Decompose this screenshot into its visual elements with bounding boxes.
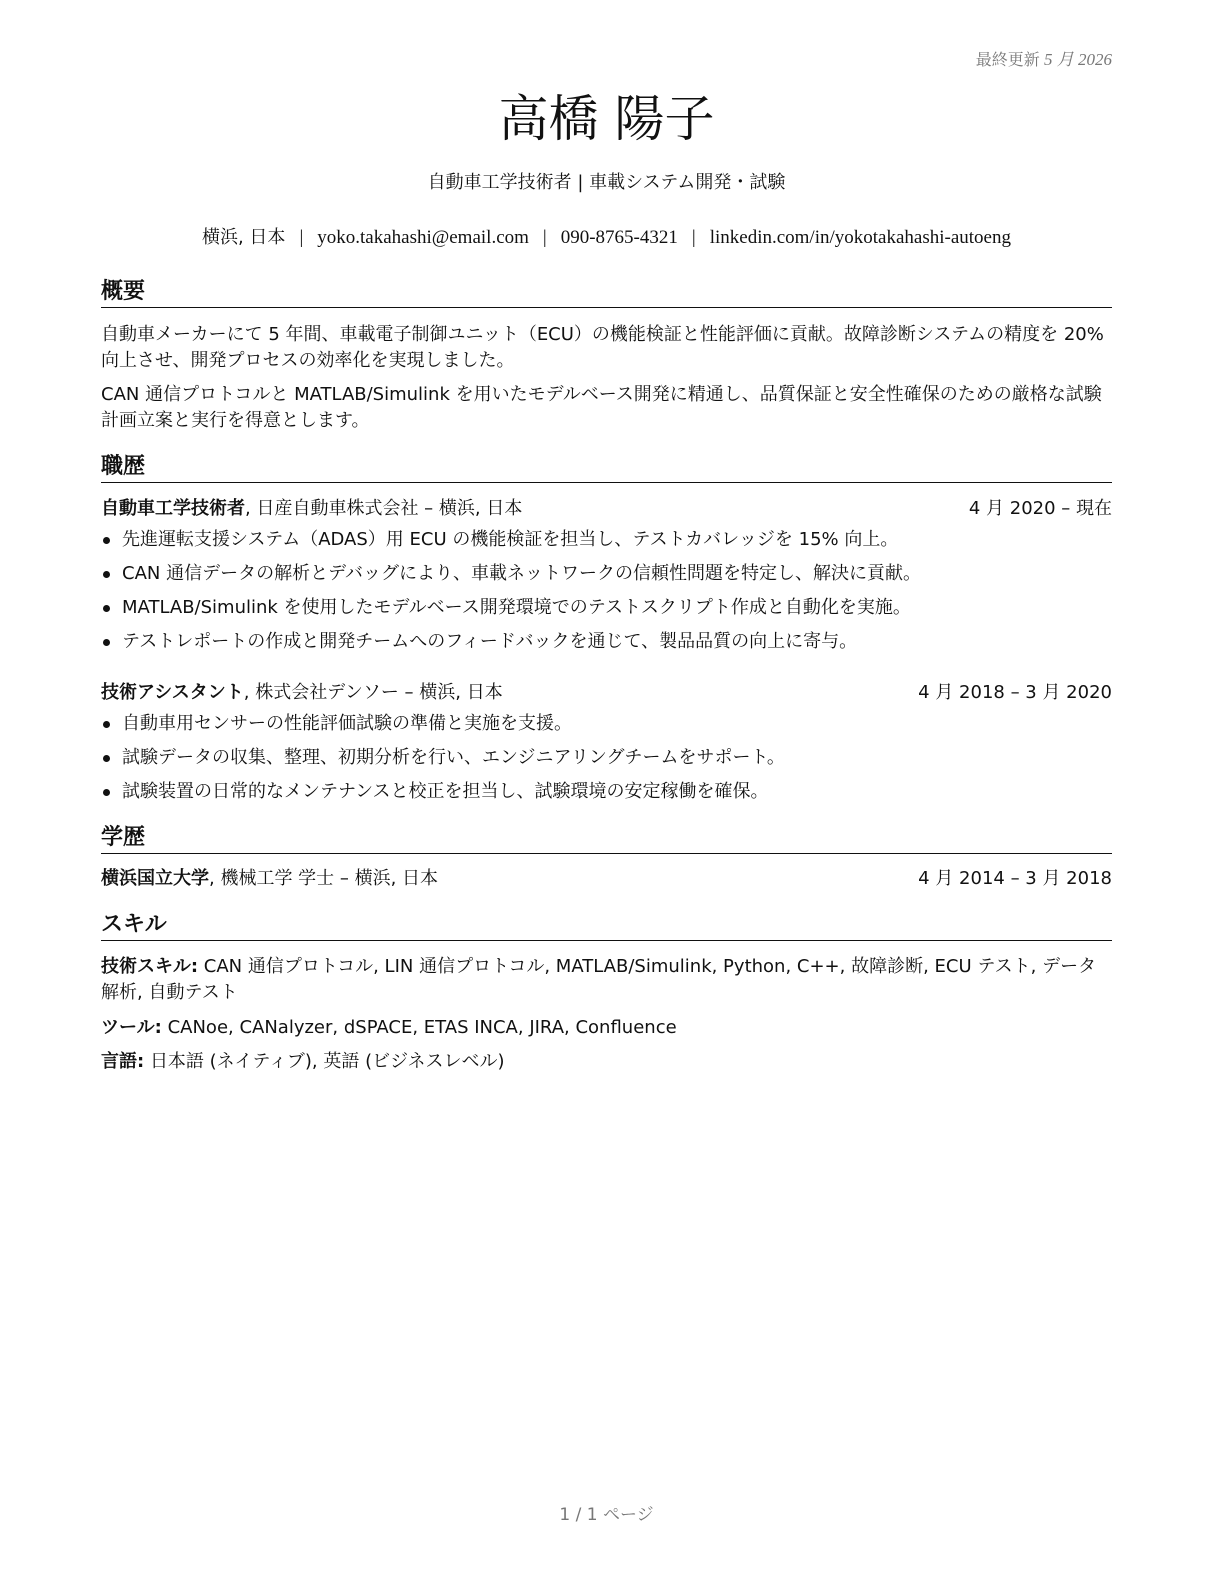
list-item: MATLAB/Simulink を使用したモデルベース開発環境でのテストスクリプト作成と自動化を実施。	[101, 591, 1112, 625]
skills-technical	[101, 954, 1112, 1006]
list-item: 試験装置の日常的なメンテナンスと校正を担当し、試験環境の安定稼働を確保。	[101, 775, 1112, 809]
contact-separator: |	[542, 227, 547, 248]
summary-section	[101, 278, 1112, 434]
skills-tools	[101, 1015, 1112, 1041]
skills-technical-label: 技術スキル:	[101, 956, 199, 977]
skills-tools-value: CANoe, CANalyzer, dSPACE, ETAS INCA, JIRA, Confluence	[167, 1017, 677, 1038]
job-role: 技術アシスタント	[101, 682, 244, 703]
skills-technical-value: CAN 通信プロトコル, LIN 通信プロトコル, MATLAB/Simulink, Python, C++, 故障診断, ECU テスト, データ解析, 自動テスト	[101, 956, 1097, 1003]
education-detail: , 機械工学 学士 – 横浜, 日本	[209, 868, 439, 889]
job-header	[101, 680, 1112, 706]
education-section	[101, 824, 1112, 892]
summary-title: 概要	[101, 278, 1112, 308]
job-dates: 4 月 2018 – 3 月 2020	[918, 682, 1112, 703]
candidate-name: 高橋 陽子	[498, 90, 715, 148]
job-org: , 株式会社デンソー – 横浜, 日本	[243, 682, 503, 703]
education-entry	[101, 866, 1112, 892]
education-school: 横浜国立大学	[101, 868, 209, 889]
job-dates: 4 月 2020 – 現在	[968, 498, 1112, 519]
contact-line	[101, 225, 1112, 251]
contact-phone: 090-8765-4321	[560, 227, 678, 248]
list-item: テストレポートの作成と開発チームへのフィードバックを通じて、製品品質の向上に寄与。	[101, 625, 1112, 659]
job-bullets	[101, 707, 1112, 809]
skills-tools-label: ツール:	[101, 1017, 162, 1038]
job-role: 自動車工学技術者	[101, 498, 245, 519]
skills-languages-value: 日本語 (ネイティブ), 英語 (ビジネスレベル)	[149, 1051, 505, 1072]
experience-title: 職歴	[101, 453, 1112, 483]
job-header	[101, 496, 1112, 522]
summary-paragraph-1: 自動車メーカーにて 5 年間、車載電子制御ユニット（ECU）の機能検証と性能評価に貢献。故障診断システムの精度を 20% 向上させ、開発プロセスの効率化を実現しました。	[101, 324, 1104, 371]
last-updated-prefix: 最終更新	[975, 50, 1040, 69]
skills-section	[101, 911, 1112, 1075]
contact-linkedin[interactable]: linkedin.com/in/yokotakahashi-autoeng	[709, 227, 1011, 248]
contact-separator: |	[299, 227, 304, 248]
skills-languages-label: 言語:	[101, 1051, 145, 1072]
job-entry	[101, 680, 1112, 809]
list-item: CAN 通信データの解析とデバッグにより、車載ネットワークの信頼性問題を特定し、解決に貢献。	[101, 557, 1112, 591]
summary-paragraph-2: CAN 通信プロトコルと MATLAB/Simulink を用いたモデルベース開発に精通し、品質保証と安全性確保のための厳格な試験計画立案と実行を得意とします。	[101, 384, 1102, 431]
contact-separator: |	[691, 227, 696, 248]
contact-location: 横浜, 日本	[201, 227, 286, 248]
skills-languages	[101, 1049, 1112, 1075]
contact-email[interactable]: yoko.takahashi@email.com	[317, 227, 529, 248]
list-item: 試験データの収集、整理、初期分析を行い、エンジニアリングチームをサポート。	[101, 741, 1112, 775]
job-org: , 日産自動車株式会社 – 横浜, 日本	[245, 498, 523, 519]
job-entry	[101, 496, 1112, 659]
education-title: 学歴	[101, 824, 1112, 854]
last-updated	[976, 45, 1112, 70]
resume-page	[101, 0, 1112, 1584]
last-updated-value: 5 月 2026	[1044, 50, 1112, 69]
page-indicator: 1 / 1 ページ	[559, 1505, 654, 1525]
job-bullets	[101, 523, 1112, 659]
list-item: 自動車用センサーの性能評価試験の準備と実施を支援。	[101, 707, 1112, 741]
experience-section	[101, 453, 1112, 809]
skills-title: スキル	[101, 911, 1112, 941]
tagline: 自動車工学技術者 | 車載システム開発・試験	[427, 172, 786, 193]
education-dates: 4 月 2014 – 3 月 2018	[918, 868, 1112, 889]
list-item: 先進運転支援システム（ADAS）用 ECU の機能検証を担当し、テストカバレッジを 15% 向上。	[101, 523, 1112, 557]
